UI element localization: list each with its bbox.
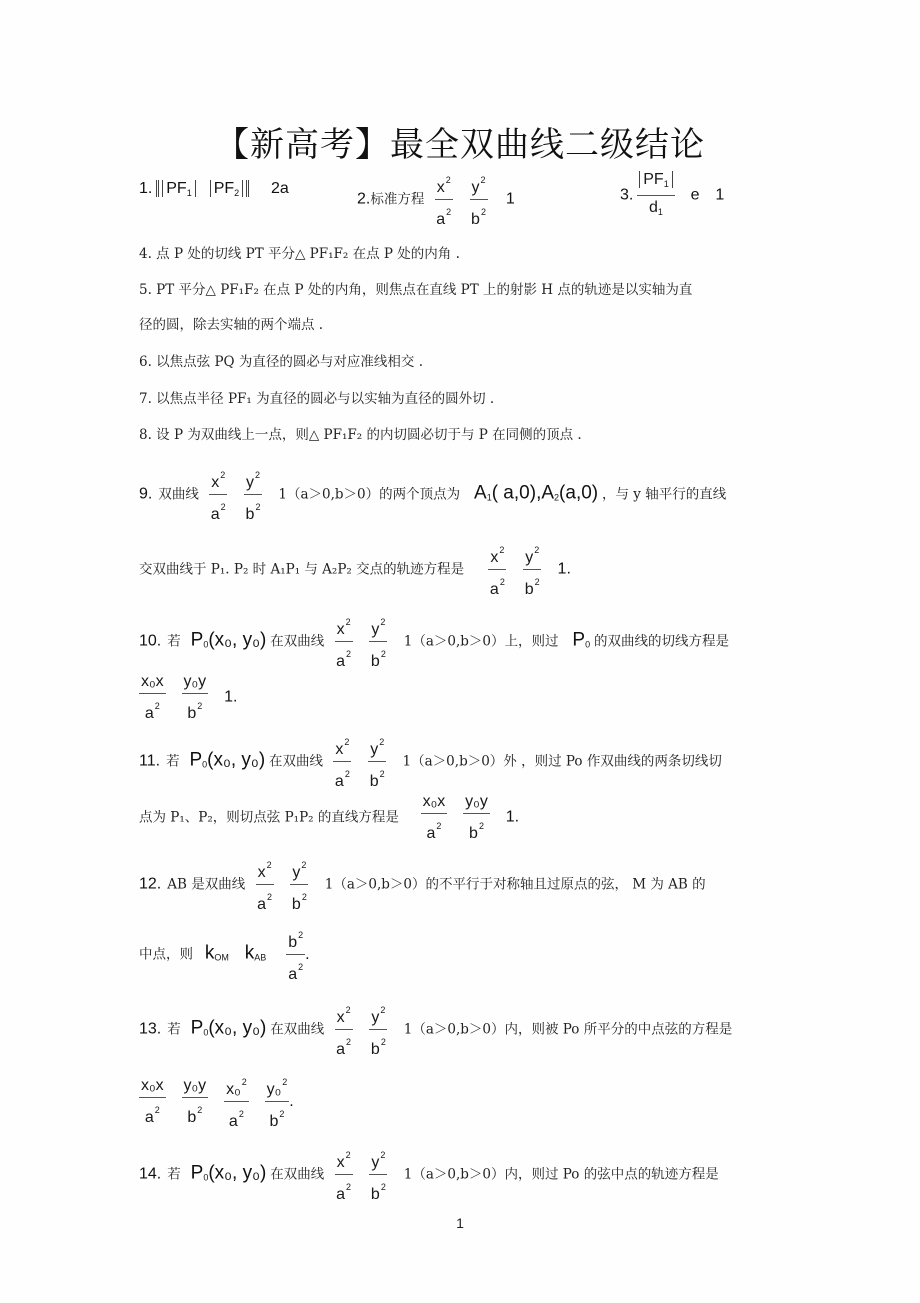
item-7: 7. 以焦点半径 PF₁ 为直径的圆必与以实轴为直径的圆外切 . <box>139 391 495 407</box>
item-14-line-1: 14. 若 $P_0(x_0$, y₀) 在双曲线 $\frac{x^2}{a^2}$ $\frac{y^2}{b^2}$ 1（a＞0,b＞0）内，则过 Po 的弦中点的轨迹方程是 <box>139 1145 719 1205</box>
item-5-line-1: 5. PT 平分△ PF₁F₂ 在点 P 处的内角，则焦点在直线 PT 上的射影 H 点的轨迹是以实轴为直 <box>139 282 693 298</box>
fraction: $\frac{\text{x₀x}}{a^2}$ <box>141 673 164 722</box>
fraction: $\frac{y^2}{b^2}$ <box>523 540 542 600</box>
item-12-line-1: 12. AB 是双曲线 $\frac{x^2}{a^2}$ $\frac{y^2}{b^2}$ 1（a＞0,b＞0）的不平行于对称轴且过原点的弦， M 为 AB 的 <box>139 855 706 915</box>
item-9-line-2: 交双曲线于 P₁. P₂ 时 A₁P₁ 与 A₂P₂ 交点的轨迹方程是 $\frac{x^2}{a^2}$ $\frac{y^2}{b^2}$ 1. <box>139 540 571 600</box>
item-13-line-2: $\frac{\text{x₀x}}{a^2}$ $\frac{\text{y₀y}}{b^2}$ $\frac{x_0^2}{a^2}$ $\frac{y_0^2}{b^2}$ . <box>139 1072 294 1132</box>
page-title: 【新高考】最全双曲线二级结论 <box>215 125 705 165</box>
fraction: $\frac{\text{x₀x}}{a^2}$ <box>141 1077 164 1126</box>
fraction: $\frac{y^2}{b^2}$ <box>369 612 388 672</box>
fraction: $\frac{\text{x₀x}}{a^2}$ <box>422 793 446 842</box>
fraction: $\frac{y_0^2}{b^2}$ <box>265 1072 290 1132</box>
fraction: $\frac{x^2}{a^2}$ <box>334 612 353 672</box>
page-number: 1 <box>456 1215 464 1231</box>
fraction: $\frac{y^2}{b^2}$ <box>244 465 263 525</box>
fraction: $\frac{y^2}{b^2}$ <box>290 855 309 915</box>
fraction: $\frac{\text{y₀y}}{b^2}$ <box>183 673 207 722</box>
item-3: 3. $\frac{PF_1}{d_1}$ e 1 <box>620 170 724 222</box>
item-6: 6. 以焦点弦 PQ 为直径的圆必与对应准线相交 . <box>139 354 423 370</box>
abs-difference: $PF_1$ $PF_2$ <box>156 180 249 197</box>
fraction: $\frac{y^2}{b^2}$ <box>368 732 387 792</box>
item-13-line-1: 13. 若 $P_0(x_0$, y₀) 在双曲线 $\frac{x^2}{a^2}$ $\frac{y^2}{b^2}$ 1（a＞0,b＞0）内，则被 Po 所平分的中点弦的方程是 <box>139 1000 732 1060</box>
fraction: $\frac{x^2}{a^2}$ <box>255 855 274 915</box>
fraction: $\frac{x^2}{a^2}$ <box>334 1000 353 1060</box>
fraction: $\frac{x^2}{a^2}$ <box>488 540 507 600</box>
item-10-line-1: 10. 若 $P_0(x_0$, y₀) 在双曲线 $\frac{x^2}{a^2}$ $\frac{y^2}{b^2}$ 1（a＞0,b＞0）上，则过 $P_0$ 的双曲线的切线方程是 <box>139 612 729 672</box>
fraction: $\frac{y^2}{b^2}$ <box>369 1000 388 1060</box>
item-11-line-2: 点为 P₁、P₂，则切点弦 P₁P₂ 的直线方程是 $\frac{\text{x₀x}}{a^2}$ $\frac{\text{y₀y}}{b^2}$ 1. <box>139 793 520 842</box>
fraction: $\frac{x^2}{a^2}$ <box>333 732 352 792</box>
fraction: $\frac{\text{y₀y}}{b^2}$ <box>465 793 488 842</box>
item-8: 8. 设 P 为双曲线上一点，则△ PF₁F₂ 的内切圆必切于与 P 在同侧的顶点 . <box>139 427 582 443</box>
item-4: 4. 点 P 处的切线 PT 平分△ PF₁F₂ 在点 P 处的内角 . <box>139 246 460 262</box>
fraction: $\frac{x^2}{a^2}$ <box>209 465 228 525</box>
fraction: $\frac{x_0^2}{a^2}$ <box>224 1072 249 1132</box>
fraction: $\frac{y^2}{b^2}$ <box>369 1145 388 1205</box>
item-1: 1. $PF_1$ $PF_2$ 2a <box>139 180 289 198</box>
item-10-line-2: $\frac{\text{x₀x}}{a^2}$ $\frac{\text{y₀y}}{b^2}$ 1. <box>141 673 238 722</box>
fraction: $\frac{\text{y₀y}}{b^2}$ <box>183 1077 207 1126</box>
fraction: $\frac{x^2}{a^2}$ <box>434 170 453 230</box>
fraction: $\frac{x^2}{a^2}$ <box>334 1145 353 1205</box>
item-12-line-2: 中点，则 $k_{OM}$ $k_{AB}$ $\frac{b^2}{a^2}$ . <box>139 925 310 985</box>
fraction: $\frac{PF_1}{d_1}$ <box>637 170 674 222</box>
item-5-line-2: 径的圆，除去实轴的两个端点 . <box>139 317 324 333</box>
item-2: 2.标准方程 $\frac{x^2}{a^2}$ $\frac{y^2}{b^2}$ 1 <box>357 170 515 230</box>
item-11-line-1: 11. 若 $P_0(x_0$, y₀) 在双曲线 $\frac{x^2}{a^2}$ $\frac{y^2}{b^2}$ 1（a＞0,b＞0）外 ，则过 Po 作双曲线的两条切线切 <box>139 732 722 792</box>
fraction: $\frac{y^2}{b^2}$ <box>469 170 488 230</box>
fraction: $\frac{b^2}{a^2}$ <box>286 925 305 985</box>
item-9-line-1: 9. 双曲线 $\frac{x^2}{a^2}$ $\frac{y^2}{b^2}$ 1（a＞0,b＞0）的两个顶点为 $A_1$( $a,0),A_2(a,0)$ ，与 y 轴平行的直线 <box>139 465 726 525</box>
